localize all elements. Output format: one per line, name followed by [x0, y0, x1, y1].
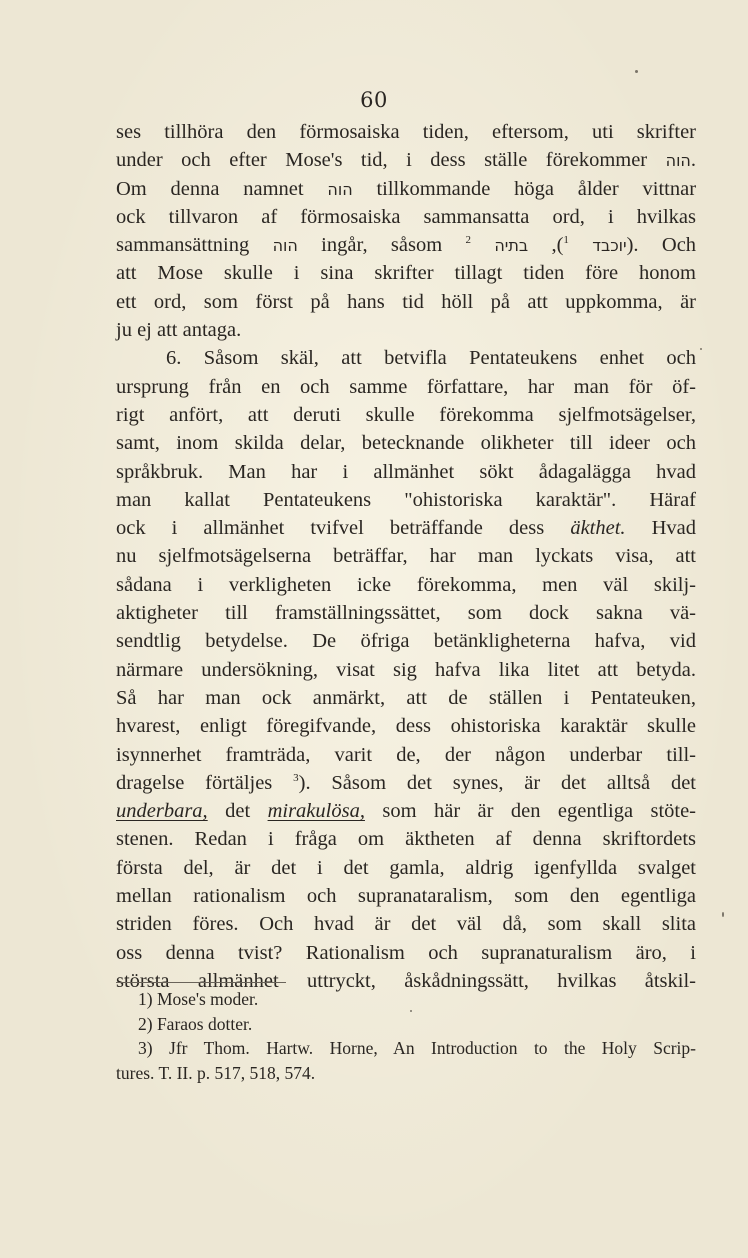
text-line: ursprung från en och samme författare, har man för öf- [116, 375, 696, 398]
emphasis: underbara, [116, 800, 208, 823]
text-line: sammansättning הוה ingår, såsom יוכבד $^1$), בתיה $^2$ ). Och [116, 234, 697, 257]
text-line: hvarest, enligt föregifvande, dess ohistoriska karaktär skulle [116, 715, 696, 738]
text-line: första del, är det i det gamla, aldrig igenfyllda svalget [116, 856, 696, 879]
text-line: aktigheter till framställningssättet, som dock sakna vä- [116, 602, 696, 625]
text-line: samt, inom skilda delar, betecknande olikheter till ideer och [116, 432, 696, 455]
text-line: under och efter Mose's tid, i dess ställe förekommer הוה. [116, 149, 696, 172]
text-line: dragelse förtäljes $^3$). Såsom det synes, är det alltså det [116, 771, 697, 794]
text-line: Så har man ock anmärkt, att de ställen i Pentateuken, [116, 686, 696, 709]
text-line: närmare undersökning, visat sig hafva lika litet att betyda. [116, 658, 696, 681]
emphasis: mirakulösa, [267, 800, 365, 823]
text-line: största allmänhet uttryckt, åskådningssätt, hvilkas åtskil- [116, 969, 696, 992]
paragraph-start: 6. Såsom skäl, att betvifla Pentateukens enhet och [166, 347, 696, 370]
text-line: mellan rationalism och supranataralism, som den egentliga [116, 885, 696, 908]
footnote-divider [116, 982, 286, 983]
footnote-ref: 2 [465, 234, 471, 247]
footnote: 2) Faraos dotter. [138, 1013, 253, 1034]
hebrew-word: בתיה [494, 236, 529, 256]
page-number: 60 [360, 88, 388, 112]
text-line: sendtlig betydelse. De öfriga betänkligheterna hafva, vid [116, 630, 696, 653]
footnote-continuation: tures. T. II. p. 517, 518, 574. [116, 1062, 316, 1083]
hebrew-word: הוה [327, 179, 353, 199]
text-line: ses tillhöra den förmosaiska tiden, eftersom, uti skrifter [116, 121, 696, 143]
text-line: ett ord, som först på hans tid höll på att uppkomma, är [116, 290, 696, 313]
text-line: sådana i verkligheten icke förekomma, men väl skilj- [116, 573, 696, 596]
footnote-ref: 1 [563, 234, 569, 247]
footnote: 1) Mose's moder. [138, 989, 259, 1009]
hebrew-word: הוה [665, 151, 691, 171]
text-line: oss denna tvist? Rationalism och supranaturalism äro, i [116, 941, 696, 964]
text-line: rigt anfört, att deruti skulle förekomma sjelfmotsägelser, [116, 403, 696, 426]
text-line: ock tillvaron af förmosaiska sammansatta ord, i hvilkas [116, 205, 696, 228]
text-line: ock i allmänhet tvifvel beträffande dess äkthet. Hvad [116, 517, 697, 540]
footnotes [116, 987, 696, 1085]
text-line: stenen. Redan i fråga om äktheten af denna skriftordets [116, 828, 696, 851]
text-line: språkbruk. Man har i allmänhet sökt ådagalägga hvad [116, 460, 696, 483]
footnote: 3) Jfr Thom. Hartw. Horne, An Introduction to the Holy Scrip- [138, 1038, 696, 1058]
hebrew-word: יוכבד [592, 236, 627, 256]
text-line: Om denna namnet הוה tillkommande höga ålder vittnar [116, 177, 697, 200]
text-line: man kallat Pentateukens "ohistoriska karaktär". Häraf [116, 488, 696, 511]
text-line: striden föres. Och hvad är det väl då, som skall slita [116, 913, 696, 936]
emphasis: äkthet. [570, 517, 626, 540]
text-line: underbara, det mirakulösa, som här är den egentliga stöte- [116, 800, 697, 823]
hebrew-word: הוה [272, 236, 298, 256]
main-text [116, 118, 696, 995]
text-line: att Mose skulle i sina skrifter tillagt tiden före honom [116, 262, 696, 285]
text-line: nu sjelfmotsägelserna beträffar, har man lyckats visa, att [116, 545, 696, 568]
text-line: ju ej att antaga. [116, 319, 242, 342]
footnote-ref: 3 [293, 771, 299, 784]
text-line: isynnerhet framträda, varit de, der någon underbar till- [116, 743, 696, 766]
